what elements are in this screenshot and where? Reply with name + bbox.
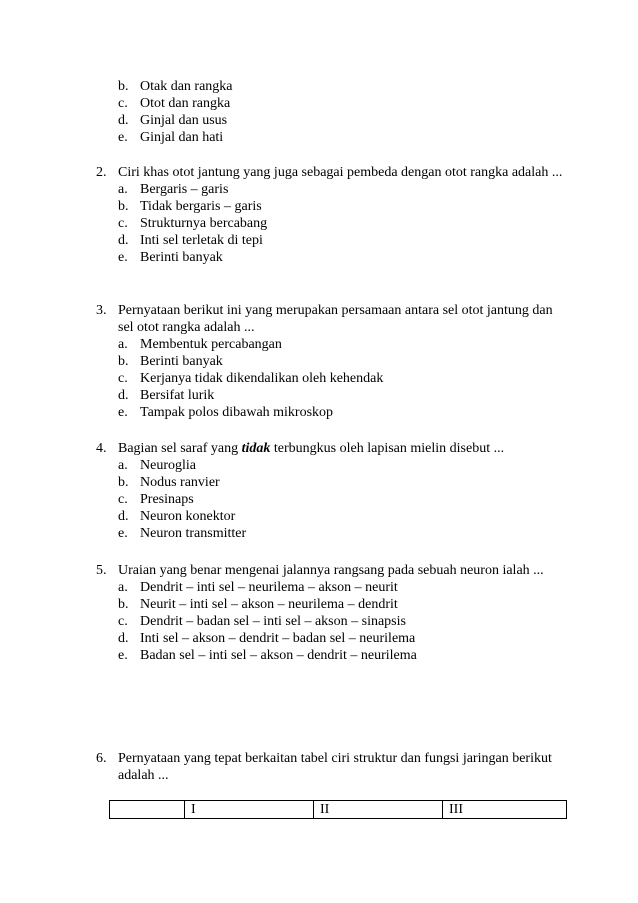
option-text: Neuron transmitter (140, 526, 247, 541)
option-text: Neuron konektor (140, 509, 236, 524)
question-2 (96, 164, 568, 266)
option-text: Nodus ranvier (140, 475, 220, 490)
option-text: Ginjal dan hati (140, 130, 224, 145)
question-number: 3. (96, 303, 107, 318)
option-letter: b. (118, 199, 129, 214)
table-header-row (110, 801, 567, 819)
question-number: 2. (96, 165, 107, 180)
option-5d (118, 630, 568, 647)
option-letter: a. (118, 458, 128, 473)
option-letter: b. (118, 475, 129, 490)
option-text: Berinti banyak (140, 250, 223, 265)
option-letter: d. (118, 388, 129, 403)
question-number: 6. (96, 751, 107, 766)
option-2e (118, 249, 568, 266)
option-text: Dendrit – inti sel – neurilema – akson – neurit (140, 580, 398, 595)
option-text: Ginjal dan usus (140, 113, 228, 128)
option-letter: a. (118, 182, 128, 197)
option-text: Inti sel terletak di tepi (140, 233, 263, 248)
question-stem (118, 440, 568, 457)
option-3c (118, 370, 568, 387)
option-letter: d. (118, 631, 129, 646)
option-5b (118, 596, 568, 613)
question-stem: Pernyataan berikut ini yang merupakan persamaan antara sel otot jantung dan sel otot rangka adalah ... (118, 303, 553, 335)
option-letter: b. (118, 79, 129, 94)
option-text: Bersifat lurik (140, 388, 215, 403)
option-letter: a. (118, 580, 128, 595)
option-4b (118, 474, 568, 491)
option-letter: c. (118, 371, 128, 386)
question-4 (96, 440, 568, 542)
option-letter: e. (118, 648, 128, 663)
option-text: Dendrit – badan sel – inti sel – akson – sinapsis (140, 614, 406, 629)
question-stem: Uraian yang benar mengenai jalannya rangsang pada sebuah neuron ialah ... (118, 563, 544, 578)
question-stem: Ciri khas otot jantung yang juga sebagai pembeda dengan otot rangka adalah ... (118, 165, 563, 180)
option-letter: c. (118, 96, 128, 111)
question-number: 4. (96, 441, 107, 456)
stem-text-before: Bagian sel saraf yang (118, 441, 242, 456)
option-letter: e. (118, 250, 128, 265)
question-number: 5. (96, 563, 107, 578)
option-text: Kerjanya tidak dikendalikan oleh kehendak (140, 371, 384, 386)
option-letter: e. (118, 405, 128, 420)
structure-function-table (109, 800, 567, 819)
option-letter: a. (118, 337, 128, 352)
question-stem: Pernyataan yang tepat berkaitan tabel ciri struktur dan fungsi jaringan berikut adalah ... (118, 751, 552, 783)
option-5a (118, 579, 568, 596)
option-3b (118, 353, 568, 370)
option-letter: c. (118, 492, 128, 507)
table-header-cell: II (314, 801, 443, 819)
option-letter: c. (118, 614, 128, 629)
option-letter: e. (118, 130, 128, 145)
option-letter: b. (118, 354, 129, 369)
option-5c (118, 613, 568, 630)
question-6 (96, 750, 568, 784)
option-text: Tampak polos dibawah mikroskop (140, 405, 334, 420)
option-text: Otak dan rangka (140, 79, 233, 94)
option-text: Inti sel – akson – dendrit – badan sel – neurilema (140, 631, 416, 646)
option-2d (118, 232, 568, 249)
option-4e (118, 525, 568, 542)
option-letter: b. (118, 597, 129, 612)
option-text: Membentuk percabangan (140, 337, 282, 352)
option-2b (118, 198, 568, 215)
option-letter: e. (118, 526, 128, 541)
option-letter: d. (118, 509, 129, 524)
option-3e (118, 404, 568, 421)
option-4a (118, 457, 568, 474)
option-4d (118, 508, 568, 525)
table-header-cell (110, 801, 185, 819)
option-2c (118, 215, 568, 232)
option-3d (118, 387, 568, 404)
option-text: Strukturnya bercabang (140, 216, 268, 231)
option-letter: d. (118, 113, 129, 128)
option-text: Neuroglia (140, 458, 196, 473)
option-text: Badan sel – inti sel – akson – dendrit – neurilema (140, 648, 417, 663)
option-text: Otot dan rangka (140, 96, 231, 111)
stem-text-after: terbungkus oleh lapisan mielin disebut ... (270, 441, 505, 456)
option-text: Bergaris – garis (140, 182, 229, 197)
option-text: Presinaps (140, 492, 194, 507)
table-header-cell: III (443, 801, 567, 819)
option-text: Tidak bergaris – garis (140, 199, 262, 214)
question-3 (96, 302, 568, 421)
option-text: Neurit – inti sel – akson – neurilema – dendrit (140, 597, 398, 612)
option-2a (118, 181, 568, 198)
option-letter: c. (118, 216, 128, 231)
question-5 (96, 562, 568, 664)
option-4c (118, 491, 568, 508)
option-5e (118, 647, 568, 664)
stem-emphasis: tidak (241, 441, 271, 456)
table-header-cell: I (185, 801, 314, 819)
option-text: Berinti banyak (140, 354, 223, 369)
option-letter: d. (118, 233, 129, 248)
option-3a (118, 336, 568, 353)
